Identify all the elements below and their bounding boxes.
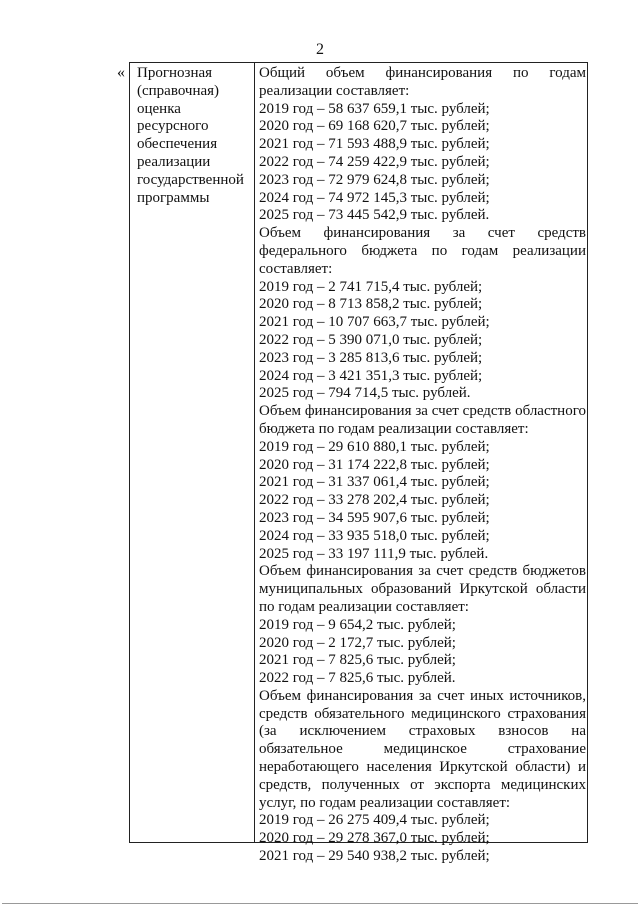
- financing-text-line: Объем финансирования за счет средств областного: [259, 403, 586, 420]
- page-number: 2: [316, 41, 324, 58]
- financing-text-line: 2020 год – 69 168 620,7 тыс. рублей;: [259, 118, 490, 135]
- financing-text-line: услуг, по годам реализации составляет:: [259, 794, 511, 811]
- financing-text-line: Общий объем финансирования по годам: [259, 65, 586, 81]
- financing-text-line: муниципальных образований Иркутской области: [259, 581, 586, 598]
- financing-text-line: федерального бюджета по годам реализации: [259, 242, 586, 259]
- financing-text-line: бюджета по годам реализации составляет:: [259, 420, 529, 437]
- financing-text-line: 2024 год – 33 935 518,0 тыс. рублей;: [259, 527, 490, 544]
- financing-text-line: реализации составляет:: [259, 82, 410, 99]
- financing-text-line: средств, полученных от экспорта медицинских: [259, 776, 586, 793]
- financing-details-cell: [259, 65, 586, 866]
- row-label-line: государственной: [137, 171, 244, 188]
- financing-text-line: средств обязательного медицинского страхования: [259, 705, 586, 722]
- financing-text-line: по годам реализации составляет:: [259, 598, 469, 615]
- row-label-cell: [137, 65, 249, 207]
- financing-text-line: составляет:: [259, 260, 333, 277]
- row-label-line: программы: [137, 189, 210, 206]
- financing-text-line: 2021 год – 71 593 488,9 тыс. рублей;: [259, 136, 490, 153]
- financing-text-line: 2023 год – 72 979 624,8 тыс. рублей;: [259, 171, 490, 188]
- financing-text-line: 2019 год – 26 275 409,4 тыс. рублей;: [259, 812, 490, 829]
- financing-text-line: 2022 год – 33 278 202,4 тыс. рублей;: [259, 492, 490, 509]
- financing-text-line: 2021 год – 31 337 061,4 тыс. рублей;: [259, 474, 490, 491]
- financing-text-line: 2022 год – 5 390 071,0 тыс. рублей;: [259, 331, 483, 348]
- row-label-line: Прогнозная: [137, 65, 213, 81]
- scan-bottom-edge: [2, 903, 638, 904]
- row-label-line: реализации: [137, 153, 211, 170]
- financing-text-line: 2019 год – 9 654,2 тыс. рублей;: [259, 616, 456, 633]
- financing-text-line: 2020 год – 29 278 367,0 тыс. рублей;: [259, 830, 490, 847]
- financing-text-line: 2021 год – 29 540 938,2 тыс. рублей;: [259, 848, 490, 865]
- program-passport-table: [129, 62, 588, 865]
- financing-text-line: 2025 год – 33 197 111,9 тыс. рублей.: [259, 545, 489, 562]
- financing-text-line: 2022 год – 7 825,6 тыс. рублей.: [259, 670, 456, 687]
- row-label-line: оценка: [137, 100, 181, 117]
- column-divider: [254, 63, 255, 842]
- financing-text-line: 2024 год – 74 972 145,3 тыс. рублей;: [259, 189, 490, 206]
- row-label-line: обеспечения: [137, 136, 218, 153]
- financing-text-line: 2020 год – 2 172,7 тыс. рублей;: [259, 634, 456, 651]
- financing-text-line: 2019 год – 29 610 880,1 тыс. рублей;: [259, 438, 490, 455]
- financing-text-line: неработающего населения Иркутской области) и: [259, 759, 586, 776]
- financing-text-line: 2023 год – 3 285 813,6 тыс. рублей;: [259, 349, 483, 366]
- financing-text-line: 2020 год – 8 713 858,2 тыс. рублей;: [259, 296, 483, 313]
- financing-text-line: обязательное медицинское страхование: [259, 741, 586, 758]
- row-label-line: ресурсного: [137, 118, 209, 135]
- financing-text-line: 2021 год – 7 825,6 тыс. рублей;: [259, 652, 456, 669]
- financing-text-line: 2025 год – 73 445 542,9 тыс. рублей.: [259, 207, 490, 224]
- financing-text-line: Объем финансирования за счет иных источников,: [259, 687, 586, 704]
- opening-quote-mark: «: [117, 64, 125, 81]
- financing-text-line: 2019 год – 2 741 715,4 тыс. рублей;: [259, 278, 483, 295]
- financing-text-line: 2024 год – 3 421 351,3 тыс. рублей;: [259, 367, 483, 384]
- financing-text-line: 2021 год – 10 707 663,7 тыс. рублей;: [259, 314, 490, 331]
- financing-text-line: Объем финансирования за счет средств бюджетов: [259, 563, 586, 580]
- financing-text-line: 2019 год – 58 637 659,1 тыс. рублей;: [259, 100, 490, 117]
- financing-text-line: (за исключением страховых взносов на: [259, 723, 586, 740]
- financing-text-line: 2022 год – 74 259 422,9 тыс. рублей;: [259, 153, 490, 170]
- financing-text-line: 2025 год – 794 714,5 тыс. рублей.: [259, 385, 471, 402]
- financing-text-line: Объем финансирования за счет средств: [259, 225, 586, 242]
- financing-text-line: 2023 год – 34 595 907,6 тыс. рублей;: [259, 509, 490, 526]
- row-label-line: (справочная): [137, 82, 220, 99]
- financing-text-line: 2020 год – 31 174 222,8 тыс. рублей;: [259, 456, 490, 473]
